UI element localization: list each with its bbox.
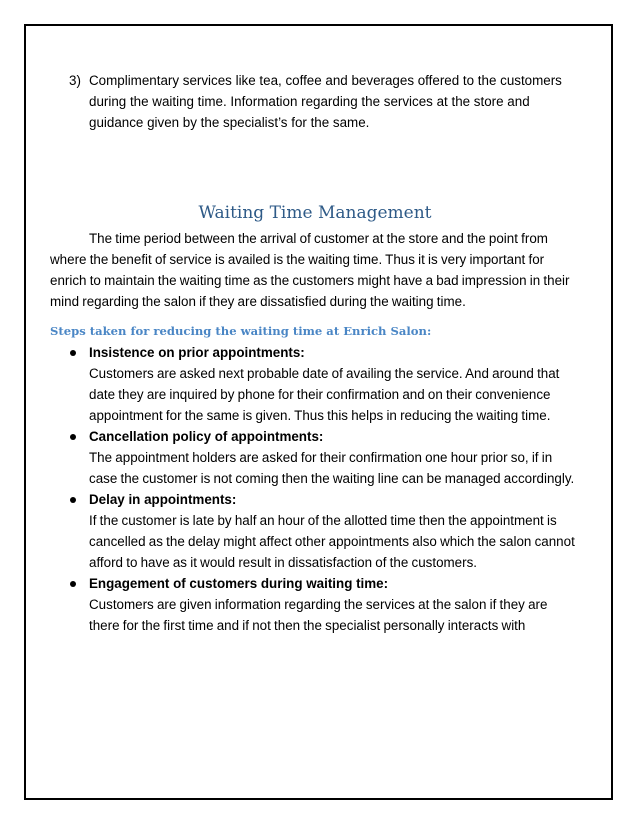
document-body [50,70,580,636]
list-item-text: Complimentary services like tea, coffee and beverages offered to the customers during the waiting time. Information regarding the services at the store and guidance given by the specialist’s for the same. [89,73,562,130]
list-item-title: Delay in appointments: [89,492,237,507]
list-item-title: Insistence on prior appointments: [89,345,305,360]
list-item-title: Engagement of customers during waiting time: [89,576,389,591]
bullet-icon [70,497,76,503]
list-item [50,426,580,489]
list-item-body: Customers are asked next probable date of availing the service. And around that date they are inquired by phone for their confirmation and on their convenience appointment for the same is given. Thus this helps in reducing the waiting time. [89,366,560,423]
list-item [50,489,580,573]
steps-list [50,342,580,636]
bullet-icon [70,350,76,356]
list-item [50,342,580,426]
list-item-title: Cancellation policy of appointments: [89,429,324,444]
list-item-body: Customers are given information regarding the services at the salon if they are there for the first time and if not then the specialist personally interacts with [89,597,548,633]
list-number: 3) [69,73,81,88]
list-item-body: The appointment holders are asked for their confirmation one hour prior so, if in case the customer is not coming then the waiting line can be managed accordingly. [89,450,575,486]
steps-heading: Steps taken for reducing the waiting time at Enrich Salon: [50,324,432,338]
bullet-icon [70,581,76,587]
section-heading: Waiting Time Management [198,203,432,223]
section-paragraph: The time period between the arrival of customer at the store and the point from where the benefit of service is availed is the waiting time. Thus it is very important for enrich to maintain the waiting time as the customers might have a bad impression in their mind regarding the salon if they are dissatisfied during the waiting time. [50,231,570,309]
list-item [50,573,580,636]
bullet-icon [70,434,76,440]
list-item-body: If the customer is late by half an hour of the allotted time then the appointment is cancelled as the delay might affect other appointments also which the salon cannot afford to have as it would result in dissatisfaction of the customers. [89,513,575,570]
numbered-list-item [50,70,580,133]
